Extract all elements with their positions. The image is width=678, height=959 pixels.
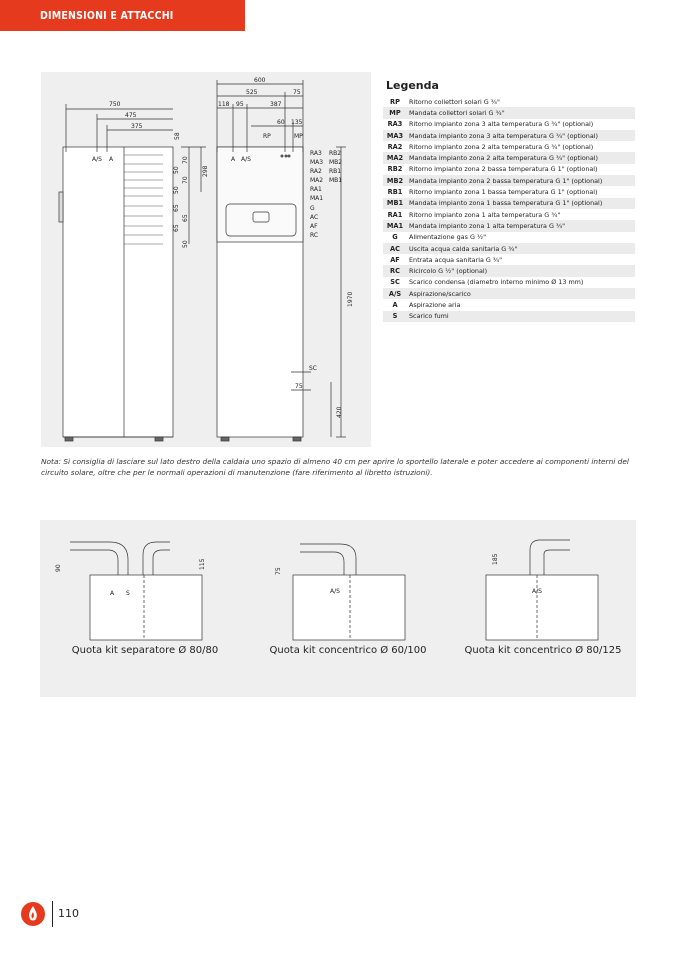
legend-description: Mandata impianto zona 2 alta temperatura G ¾" (optional) [409, 154, 599, 163]
kit3-label-as: A/S [532, 588, 542, 595]
boiler-dimension-drawing [41, 72, 371, 447]
label-rp: RP [263, 133, 271, 140]
vdim-5: 65 [173, 204, 180, 212]
label-mp: MP [294, 133, 303, 140]
legend-code: RP [390, 97, 400, 106]
legend-row [383, 209, 635, 220]
legend-row [383, 288, 635, 299]
kit-caption-concentrico-80-125: Quota kit concentrico Ø 80/125 [464, 645, 622, 656]
conn-g: G [310, 205, 315, 212]
front-label-a: A [231, 156, 236, 163]
legend-description: Aspirazione aria [409, 300, 461, 309]
legend-title: Legenda [386, 79, 439, 92]
legend-description: Mandata impianto zona 1 alta temperatura G ¾" [409, 221, 566, 230]
vdim-2: 50 [173, 166, 180, 174]
legend-row [383, 107, 635, 118]
side-label-a: A [109, 156, 114, 163]
legend-table [383, 79, 635, 322]
legend-rows [383, 96, 635, 322]
legend-row [383, 119, 635, 130]
legend-code: SC [390, 278, 400, 287]
legend-description: Ritorno collettori solari G ¾" [409, 97, 500, 106]
kit1-dim-90: 90 [55, 564, 62, 572]
vdim-3: 70 [182, 176, 189, 184]
legend-row [383, 152, 635, 163]
conn-ra3: RA3 [310, 150, 322, 157]
vdim-7: 65 [173, 224, 180, 232]
legend-description: Scarico fumi [409, 312, 449, 321]
dim-420: 420 [336, 406, 343, 418]
legend-description: Mandata collettori solari G ¾" [409, 108, 505, 117]
conn-ma3: MA3 [310, 159, 324, 166]
legend-code: RA1 [387, 210, 403, 219]
legend-code: MA1 [386, 221, 404, 230]
vdim-6: 65 [182, 214, 189, 222]
legend-code: RB2 [387, 165, 403, 174]
technical-drawing-panel [41, 72, 371, 447]
brand-logo-icon [20, 901, 46, 927]
conn-af: AF [310, 223, 318, 230]
dim-75-top: 75 [293, 89, 301, 96]
conn-ra2: RA2 [310, 168, 322, 175]
conn-ma2: MA2 [310, 177, 324, 184]
legend-code: MA3 [386, 131, 404, 140]
legend-row [383, 130, 635, 141]
legend-description: Ritorno impianto zona 2 alta temperatura G ¾" (optional) [409, 142, 594, 151]
dim-75-sc: 75 [295, 383, 303, 390]
legend-row [383, 232, 635, 243]
legend-row [383, 254, 635, 265]
dim-375: 375 [131, 123, 143, 130]
conn-ac: AC [310, 214, 319, 221]
legend-description: Mandata impianto zona 2 bassa temperatura G 1" (optional) [409, 176, 603, 185]
legend-description: Uscita acqua calda sanitaria G ¾" [409, 244, 518, 253]
conn-mb1: MB1 [329, 177, 343, 184]
legend-row [383, 220, 635, 231]
legend-row [383, 186, 635, 197]
conn-rb2: RB2 [329, 150, 342, 157]
legend-code: S [392, 312, 398, 321]
legend-code: G [392, 233, 398, 242]
legend-row [383, 141, 635, 152]
section-title: DIMENSIONI E ATTACCHI [40, 9, 174, 22]
front-label-as: A/S [241, 156, 251, 163]
legend-description: Ritorno impianto zona 1 bassa temperatura G 1" (optional) [409, 188, 598, 197]
conn-mb2: MB2 [329, 159, 343, 166]
dim-475: 475 [125, 112, 137, 119]
vdim-4: 50 [173, 186, 180, 194]
kit1-label-s: S [126, 590, 130, 597]
page-number: 110 [58, 907, 79, 920]
legend-description: Ritorno impianto zona 1 alta temperatura G ¾" [409, 210, 561, 219]
legend-description: Entrata acqua sanitaria G ¾" [409, 255, 503, 264]
label-sc: SC [309, 365, 317, 372]
dim-525: 525 [246, 89, 258, 96]
dim-58: 58 [174, 132, 181, 140]
vdim-1: 70 [182, 156, 189, 164]
legend-code: A [392, 300, 398, 309]
flue-kits-panel [40, 520, 636, 697]
conn-rc: RC [310, 232, 319, 239]
legend-row [383, 311, 635, 322]
dim-1970: 1970 [347, 291, 354, 307]
flue-kits-drawing [40, 520, 636, 697]
legend-code: MA2 [386, 154, 404, 163]
legend-code: AC [390, 244, 400, 253]
legend-row [383, 265, 635, 276]
legend-description: Ritorno impianto zona 3 alta temperatura G ¾" (optional) [409, 120, 594, 129]
side-label-as: A/S [92, 156, 102, 163]
legend-code: A/S [388, 289, 402, 298]
dim-60: 60 [277, 119, 285, 126]
legend-description: Alimentazione gas G ½" [409, 233, 487, 242]
footer-divider [52, 901, 53, 927]
conn-rb1: RB1 [329, 168, 342, 175]
maintenance-note: Nota: Si consiglia di lasciare sul lato destro della caldaia uno spazio di almeno 40 cm per aprire lo sportello laterale e poter accedere ai componenti interni del circuito solare, oltre che per le normali operazioni di manutenzione (fare riferimento al libretto istruzioni). [41, 457, 629, 477]
legend-row [383, 164, 635, 175]
legend-row [383, 96, 635, 107]
dim-118: 118 [218, 101, 230, 108]
legend-description: Scarico condensa (diametro interno minimo Ø 13 mm) [409, 278, 584, 287]
legend-row [383, 175, 635, 186]
legend-row [383, 198, 635, 209]
kit2-label-as: A/S [330, 588, 340, 595]
dim-387: 387 [270, 101, 282, 108]
legend-row [383, 277, 635, 288]
dim-135: 135 [291, 119, 303, 126]
legend-description: Mandata impianto zona 1 bassa temperatura G 1" (optional) [409, 199, 603, 208]
legend-description: Mandata impianto zona 3 alta temperatura G ¾" (optional) [409, 131, 599, 140]
legend-code: AF [390, 255, 400, 264]
dim-298: 298 [202, 165, 209, 177]
dim-95: 95 [236, 101, 244, 108]
legend-row [383, 299, 635, 310]
kit1-dim-115: 115 [199, 558, 206, 570]
legend-code: RB1 [387, 188, 403, 197]
legend-code: MP [389, 108, 401, 117]
legend-row [383, 243, 635, 254]
conn-ra1: RA1 [310, 186, 322, 193]
legend-description: Ricircolo G ½" (optional) [409, 267, 488, 276]
kit1-label-a: A [110, 590, 115, 597]
kit-caption-separatore: Quota kit separatore Ø 80/80 [71, 645, 219, 656]
kit3-dim-185: 185 [492, 553, 499, 565]
legend-code: MB1 [386, 199, 404, 208]
dim-750: 750 [109, 101, 121, 108]
vdim-8: 50 [182, 240, 189, 248]
legend-code: MB2 [386, 176, 404, 185]
section-header-tab [0, 0, 245, 31]
dim-600: 600 [254, 77, 266, 84]
conn-ma1: MA1 [310, 195, 324, 202]
legend-code: RC [390, 267, 400, 276]
legend-code: RA3 [387, 120, 403, 129]
kit-caption-concentrico-60-100: Quota kit concentrico Ø 60/100 [269, 645, 427, 656]
legend-description: Aspirazione/scarico [409, 289, 471, 298]
legend-description: Ritorno impianto zona 2 bassa temperatura G 1" (optional) [409, 165, 598, 174]
kit2-dim-75: 75 [275, 567, 282, 575]
legend-code: RA2 [387, 142, 403, 151]
